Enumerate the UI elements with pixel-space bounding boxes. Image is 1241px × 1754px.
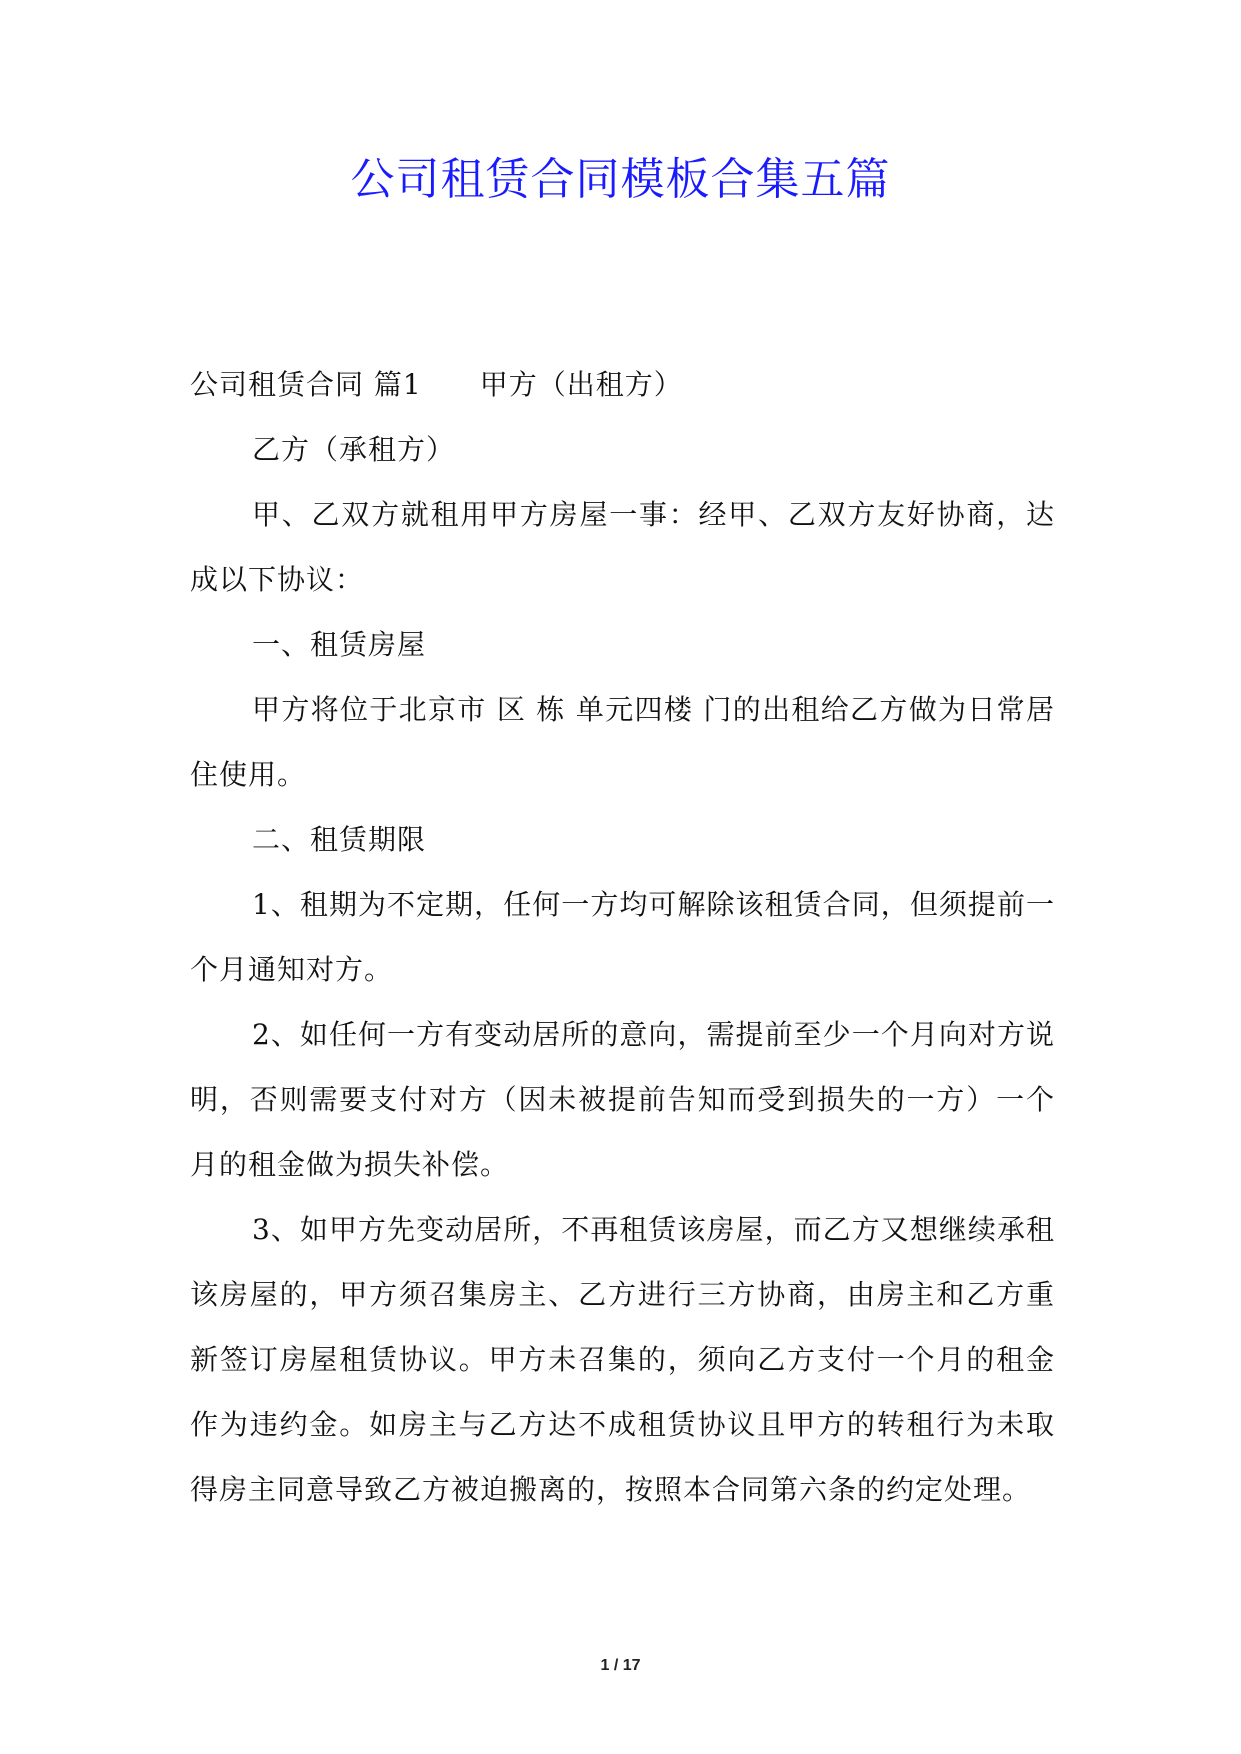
section-heading-line <box>190 352 1055 417</box>
paragraph-term-item-3: 3、如甲方先变动居所，不再租赁该房屋，而乙方又想继续承租该房屋的，甲方须召集房主、乙方进行三方协商，由房主和乙方重新签订房屋租赁协议。甲方未召集的，须向乙方支付一个月的租金作为违约金。如房主与乙方达不成租赁协议且甲方的转租行为未取得房主同意导致乙方被迫搬离的，按照本合同第六条的约定处理。 <box>190 1213 1055 1506</box>
clause-heading-lease-premises: 一、租赁房屋 <box>252 628 427 661</box>
document-title: 公司租赁合同模板合集五篇 <box>350 154 891 205</box>
paragraph-intro: 甲、乙双方就租用甲方房屋一事：经甲、乙双方友好协商，达成以下协议： <box>190 498 1055 596</box>
clause-heading-lease-term: 二、租赁期限 <box>252 823 427 856</box>
paragraph-premises-location: 甲方将位于北京市 区 栋 单元四楼 门的出租给乙方做为日常居住使用。 <box>190 693 1055 791</box>
paragraph-term-item-1: 1、租期为不定期，任何一方均可解除该租赁合同，但须提前一个月通知对方。 <box>190 888 1055 986</box>
party-a-label: 甲方（出租方） <box>479 368 683 401</box>
document-body <box>190 352 1055 1522</box>
page-number: 1 / 17 <box>600 1657 641 1674</box>
paragraph-term-item-2: 2、如任何一方有变动居所的意向，需提前至少一个月向对方说明，否则需要支付对方（因未被提前告知而受到损失的一方）一个月的租金做为损失补偿。 <box>190 1018 1055 1181</box>
paragraph-party-b: 乙方（承租方） <box>252 433 456 466</box>
section-heading-label: 公司租赁合同 篇1 <box>190 368 422 401</box>
